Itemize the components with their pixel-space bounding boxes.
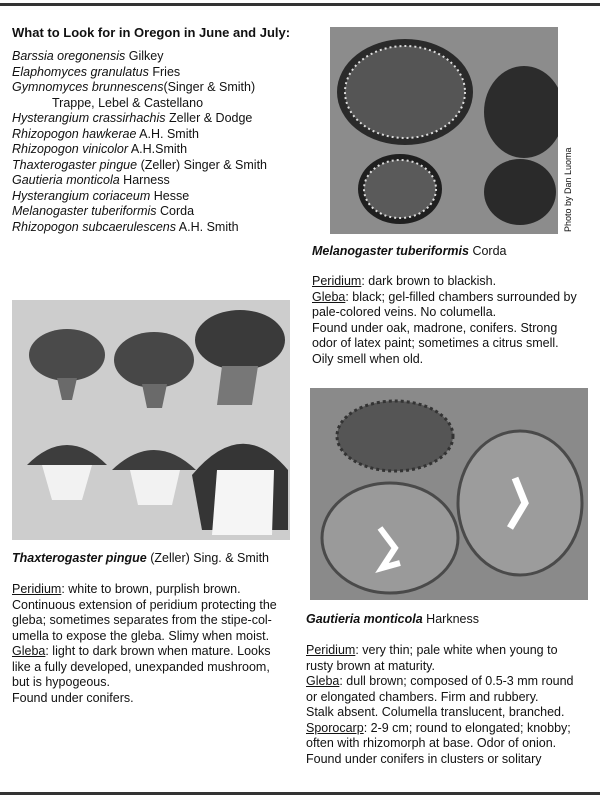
gautieria-photo	[310, 388, 588, 600]
gautieria-line: Found under conifers in clusters or solitary	[306, 751, 542, 766]
species-item	[12, 49, 267, 65]
gautieria-peridium-text: : very thin; pale white when young to	[355, 643, 558, 657]
thaxterogaster-line: Continuous extension of peridium protecting the	[12, 597, 277, 612]
species-name: Gautieria monticola	[12, 173, 120, 187]
species-name: Gymnomyces brunnescens	[12, 80, 164, 94]
gautieria-caption-name: Gautieria monticola	[306, 612, 423, 626]
gautieria-caption	[306, 612, 479, 626]
species-item	[12, 173, 267, 189]
thaxterogaster-description	[12, 582, 277, 706]
species-item	[12, 220, 267, 236]
melanogaster-line: pale-colored veins. No columella.	[312, 305, 497, 319]
thaxterogaster-photo	[12, 300, 290, 540]
thaxterogaster-line: but is hypogeous.	[12, 675, 110, 689]
melanogaster-caption-author: Corda	[468, 244, 507, 258]
gautieria-gleba-text: : dull brown; composed of 0.5-3 mm round	[339, 674, 574, 688]
gautieria-description	[306, 643, 574, 767]
gautieria-gleba-label: Gleba	[306, 674, 340, 688]
gautieria-line: or elongated chambers. Firm and rubbery.	[306, 689, 539, 704]
page-heading: What to Look for in Oregon in June and July:	[12, 25, 291, 40]
bottom-rule	[0, 792, 600, 795]
species-author: Trappe, Lebel & Castellano	[52, 95, 204, 110]
thaxterogaster-line: like a fully developed, unexpanded mushroom,	[12, 659, 270, 674]
thaxterogaster-caption-name: Thaxterogaster pingue	[12, 551, 147, 565]
species-list	[12, 49, 267, 235]
species-author: Harness	[119, 173, 170, 187]
melanogaster-gleba-label: Gleba	[312, 289, 346, 304]
melanogaster-photo	[330, 27, 558, 234]
species-author: A.H. Smith	[136, 126, 199, 141]
species-name: Barssia oregonensis	[12, 49, 126, 63]
species-name: Melanogaster tuberiformis	[12, 204, 157, 218]
species-item	[12, 204, 267, 220]
species-item	[12, 111, 267, 127]
species-author: Gilkey	[125, 49, 164, 63]
melanogaster-peridium-label: Peridium	[312, 274, 362, 288]
gautieria-peridium-label: Peridium	[306, 643, 356, 657]
photo-credit: Photo by Dan Luoma	[563, 147, 573, 232]
species-author: (Zeller) Singer & Smith	[137, 157, 267, 172]
gautieria-line: often with rhizomorph at base. Odor of onion.	[306, 736, 557, 750]
species-author: Corda	[156, 204, 195, 218]
melanogaster-description	[312, 274, 577, 367]
species-name: Thaxterogaster pingue	[12, 157, 138, 172]
species-author: Fries	[148, 64, 181, 79]
gautieria-line: Stalk absent. Columella translucent, branched.	[306, 705, 565, 719]
thaxterogaster-caption	[12, 551, 269, 565]
species-item	[12, 158, 267, 174]
thaxterogaster-line: Found under conifers.	[12, 690, 134, 705]
melanogaster-peridium-text: : dark brown to blackish.	[361, 274, 497, 288]
species-author: Hesse	[150, 188, 190, 203]
species-name: Elaphomyces granulatus	[12, 64, 149, 79]
gautieria-line: rusty brown at maturity.	[306, 658, 435, 673]
melanogaster-line: Oily smell when old.	[312, 351, 424, 366]
thaxterogaster-caption-author: (Zeller) Sing. & Smith	[146, 551, 270, 565]
thaxterogaster-peridium-text: : white to brown, purplish brown.	[61, 582, 241, 596]
thaxterogaster-line: umella to expose the gleba. Slimy when moist.	[12, 628, 270, 643]
species-item	[12, 127, 267, 143]
species-name: Hysterangium crassirhachis	[12, 111, 166, 125]
melanogaster-line: Found under oak, madrone, conifers. Strong	[312, 320, 558, 335]
thaxterogaster-gleba-label: Gleba	[12, 644, 46, 658]
gautieria-caption-author: Harkness	[422, 612, 479, 626]
thaxterogaster-gleba-text: : light to dark brown when mature. Looks	[45, 644, 271, 658]
species-author: A.H. Smith	[176, 219, 239, 234]
species-item	[12, 80, 267, 96]
species-item	[12, 65, 267, 81]
gautieria-sporocarp-label: Sporocarp	[306, 720, 364, 735]
melanogaster-gleba-text: : black; gel-filled chambers surrounded by	[345, 289, 577, 304]
species-author: Zeller & Dodge	[165, 111, 253, 125]
thaxterogaster-line: gleba; sometimes separates from the stipe-col-	[12, 613, 272, 627]
melanogaster-illustration	[330, 27, 558, 234]
gautieria-illustration	[310, 388, 588, 600]
species-name: Rhizopogon vinicolor	[12, 142, 129, 156]
species-name: Rhizopogon subcaerulescens	[12, 219, 176, 234]
species-item	[12, 189, 267, 205]
species-item	[12, 96, 267, 112]
gautieria-sporocarp-text: : 2-9 cm; round to elongated; knobby;	[363, 720, 571, 735]
thaxterogaster-illustration	[12, 300, 290, 540]
melanogaster-line: odor of latex paint; sometimes a citrus smell.	[312, 336, 559, 350]
species-name: Rhizopogon hawkerae	[12, 126, 137, 141]
melanogaster-caption	[312, 244, 507, 258]
melanogaster-caption-name: Melanogaster tuberiformis	[312, 244, 469, 258]
species-author: A.H.Smith	[128, 142, 188, 156]
thaxterogaster-peridium-label: Peridium	[12, 582, 62, 596]
species-item	[12, 142, 267, 158]
top-rule	[0, 3, 600, 6]
species-name: Hysterangium coriaceum	[12, 188, 151, 203]
species-author: (Singer & Smith)	[163, 80, 256, 94]
